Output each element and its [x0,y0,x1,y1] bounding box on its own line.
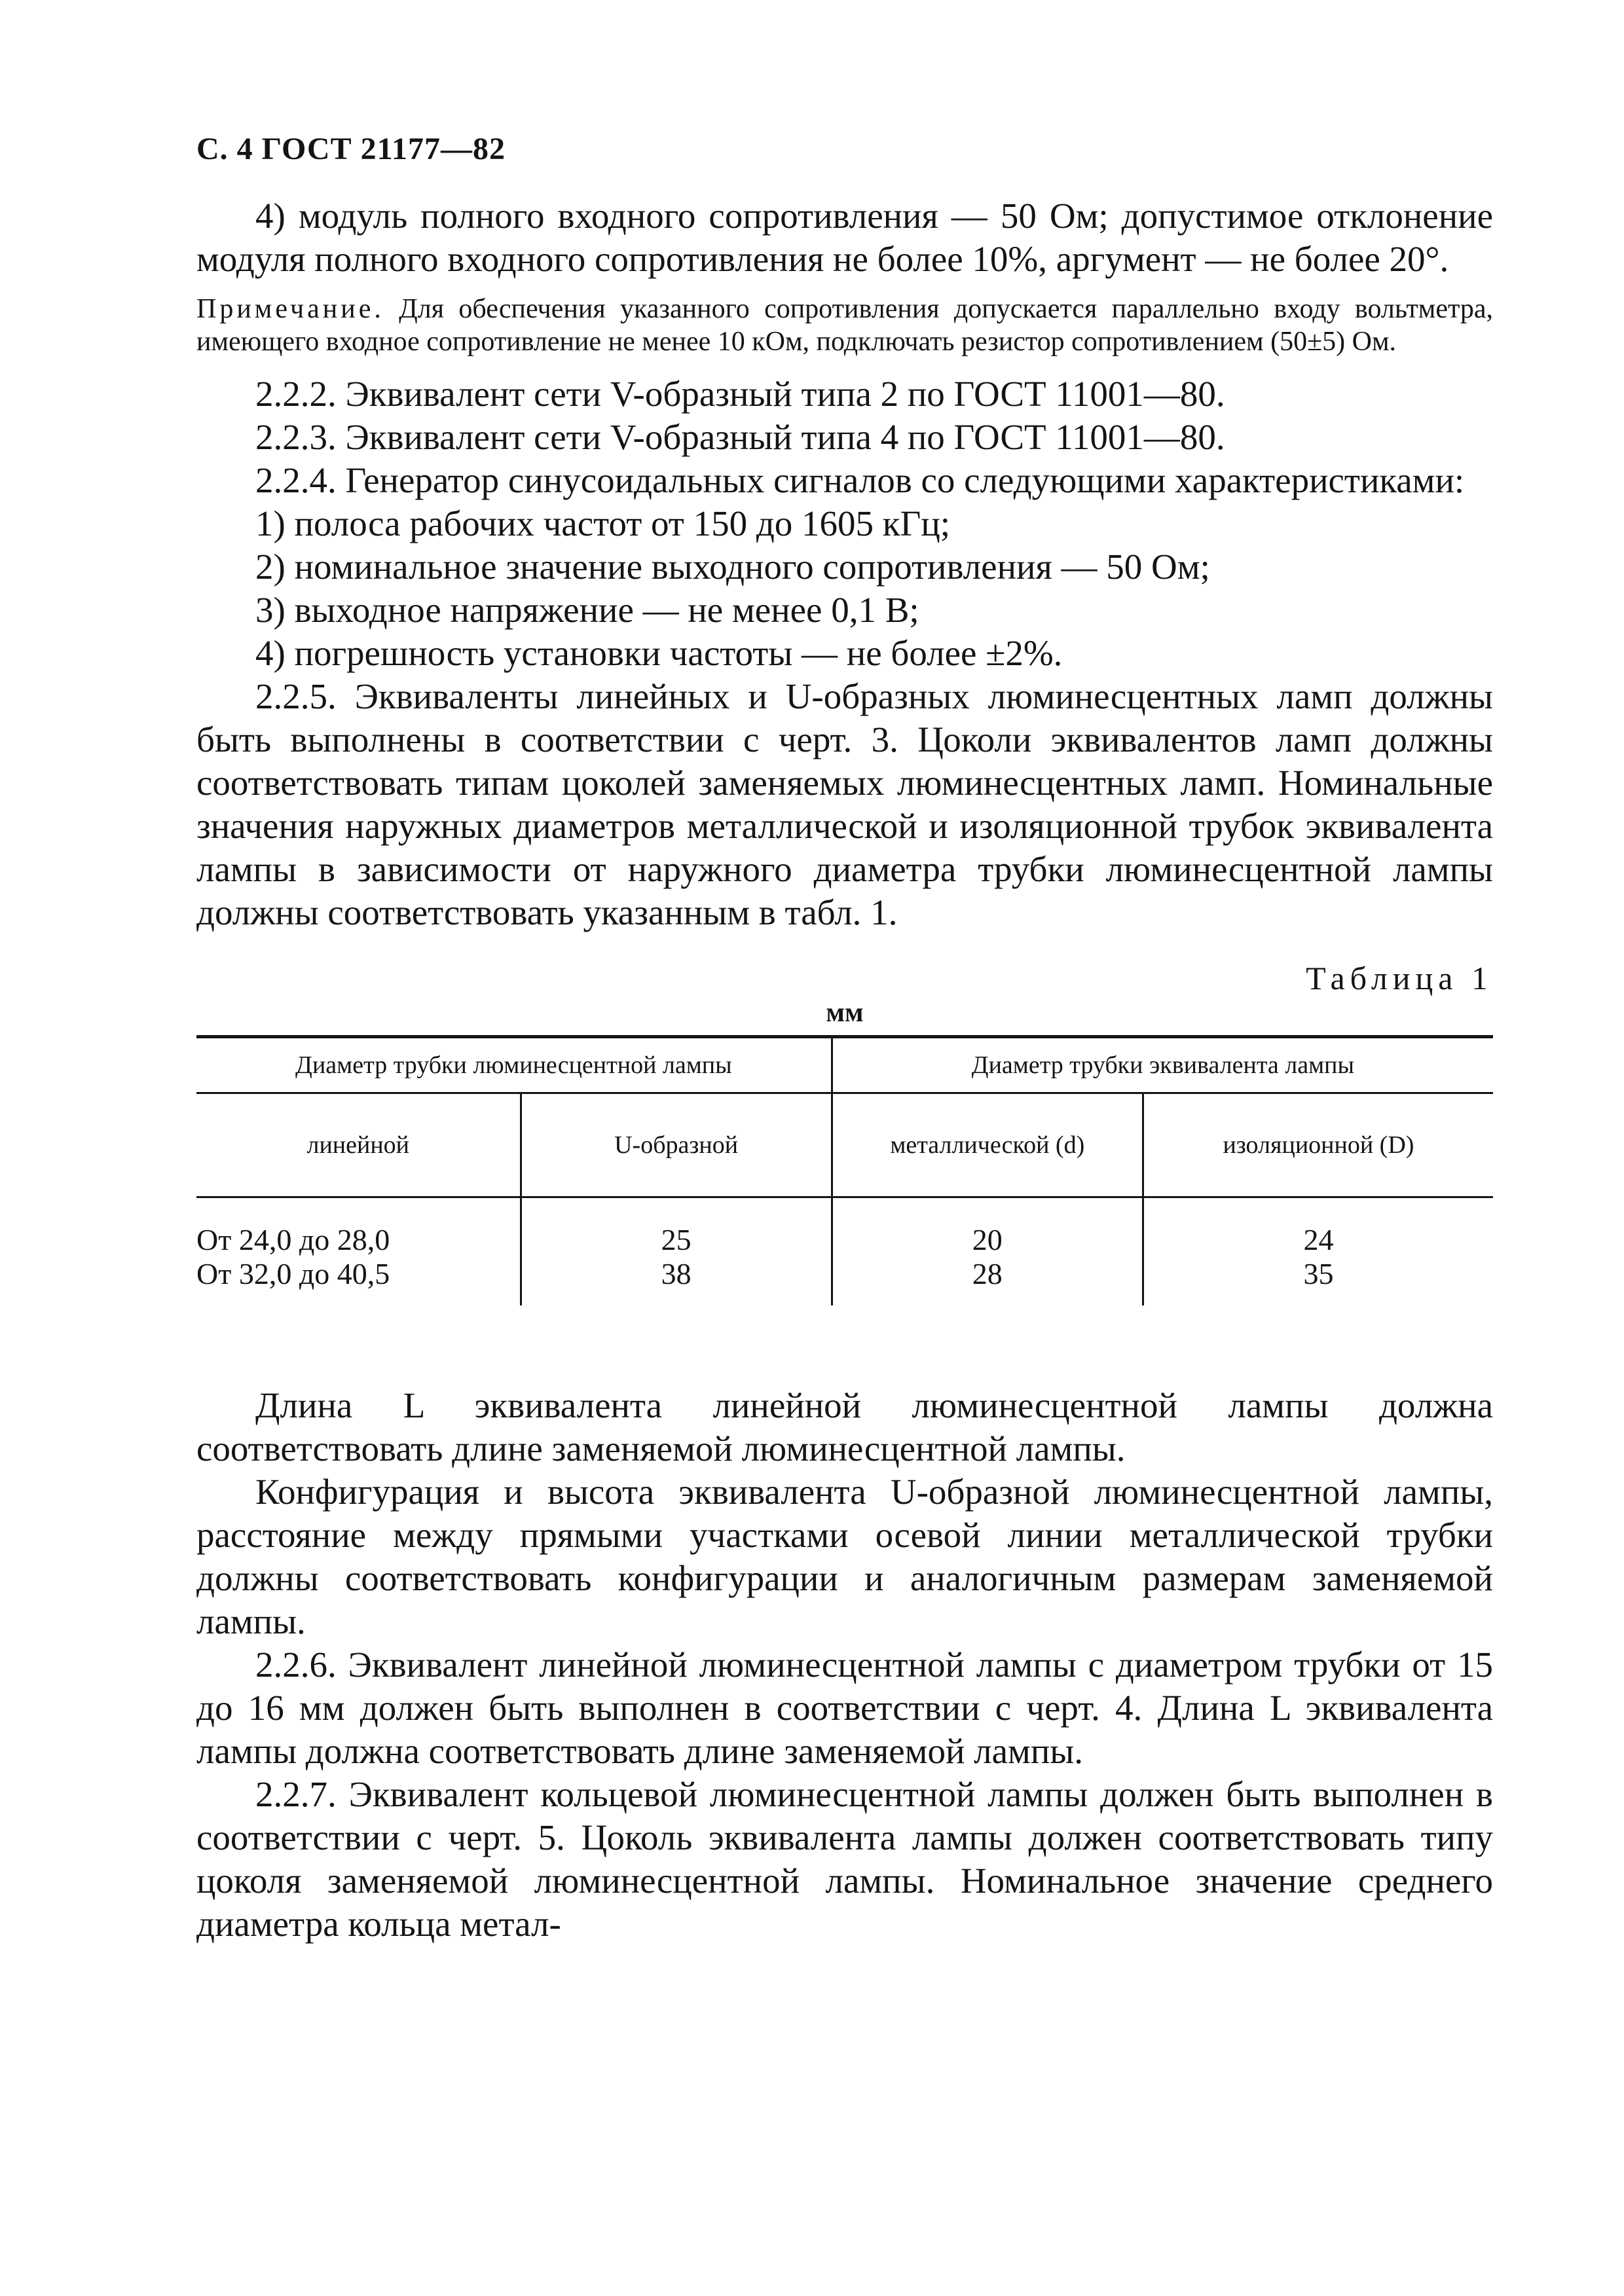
table-header-u-shaped: U-образной [521,1093,832,1197]
table-header-metal: металлической (d) [832,1093,1143,1197]
table-caption: Таблица 1 [1306,960,1493,996]
list-item-frequency-error: 4) погрешность установки частоты — не более ±2%. [255,633,1063,673]
table-cell: От 24,0 до 28,0 [196,1223,390,1256]
paragraph-2-2-5: 2.2.5. Эквиваленты линейных и U-образных люминесцентных ламп должны быть выполнены в соответствии с черт. 3. Цоколи эквивалентов ламп должны соответствовать типам цоколей заменяемых люминесцентных ламп. Номинальные значения наружных диаметров металлической и изоляционной трубок эквивалента лампы в зависимости от наружного диаметра трубки люминесцентной лампы должны соответствовать указанным в табл. 1. [196,676,1493,932]
table-group-header-equivalent: Диаметр трубки эквивалента лампы [832,1037,1493,1093]
table-header-linear: линейной [196,1093,521,1197]
list-item-output-voltage: 3) выходное напряжение — не менее 0,1 В; [255,590,919,630]
table-cell: 25 [521,1197,832,1258]
list-item-output-resistance: 2) номинальное значение выходного сопротивления — 50 Ом; [255,547,1210,587]
note [196,293,1493,358]
paragraph-2-2-7: 2.2.7. Эквивалент кольцевой люминесцентной лампы должен быть выполнен в соответствии с черт. 5. Цоколь эквивалента лампы должен соответствовать типу цоколя заменяемой люминесцентной лампы. Номинальное значение среднего диаметра кольца метал- [196,1774,1493,1944]
note-label: Примечание. [196,294,384,324]
table-cell: 35 [1143,1257,1493,1305]
table-header-insulation: изоляционной (D) [1143,1093,1493,1197]
table-1 [196,1035,1493,1305]
page-header: С. 4 ГОСТ 21177—82 [196,132,506,166]
table-unit: мм [826,998,864,1028]
table-row [196,1197,1493,1258]
paragraph-impedance: 4) модуль полного входного сопротивления — 50 Ом; допустимое отклонение модуля полного входного сопротивления не более 10%, аргумент — не более 20°. [196,196,1493,279]
table-cell: 24 [1143,1197,1493,1258]
table-cell: 38 [521,1257,832,1305]
paragraph-2-2-4: 2.2.4. Генератор синусоидальных сигналов со следующими характеристиками: [255,460,1465,500]
table-cell: 28 [832,1257,1143,1305]
table-row [196,1257,1493,1305]
paragraph-2-2-2: 2.2.2. Эквивалент сети V-образный типа 2 по ГОСТ 11001—80. [255,374,1225,414]
table-group-header-lamp: Диаметр трубки люминесцентной лампы [196,1037,832,1093]
paragraph-length-l: Длина L эквивалента линейной люминесцентной лампы должна соответствовать длине заменяемой люминесцентной лампы. [196,1385,1493,1468]
list-item-frequency: 1) полоса рабочих частот от 150 до 1605 кГц; [255,503,951,543]
paragraph-2-2-6: 2.2.6. Эквивалент линейной люминесцентной лампы с диаметром трубки от 15 до 16 мм должен быть выполнен в соответствии с черт. 4. Длина L эквивалента лампы должна соответствовать длине заменяемой лампы. [196,1645,1493,1771]
paragraph-2-2-3: 2.2.3. Эквивалент сети V-образный типа 4 по ГОСТ 11001—80. [255,417,1225,457]
note-text: Для обеспечения указанного сопротивления допускается параллельно входу вольтметра, имеющего входное сопротивление не менее 10 кОм, подключать резистор сопротивлением (50±5) Ом. [196,294,1493,357]
table-cell: От 32,0 до 40,5 [196,1257,390,1290]
paragraph-configuration: Конфигурация и высота эквивалента U-образной люминесцентной лампы, расстояние между прямыми участками осевой линии металлической трубки должны соответствовать конфигурации и аналогичным размерам заменяемой лампы. [196,1472,1493,1641]
table-cell: 20 [832,1197,1143,1258]
